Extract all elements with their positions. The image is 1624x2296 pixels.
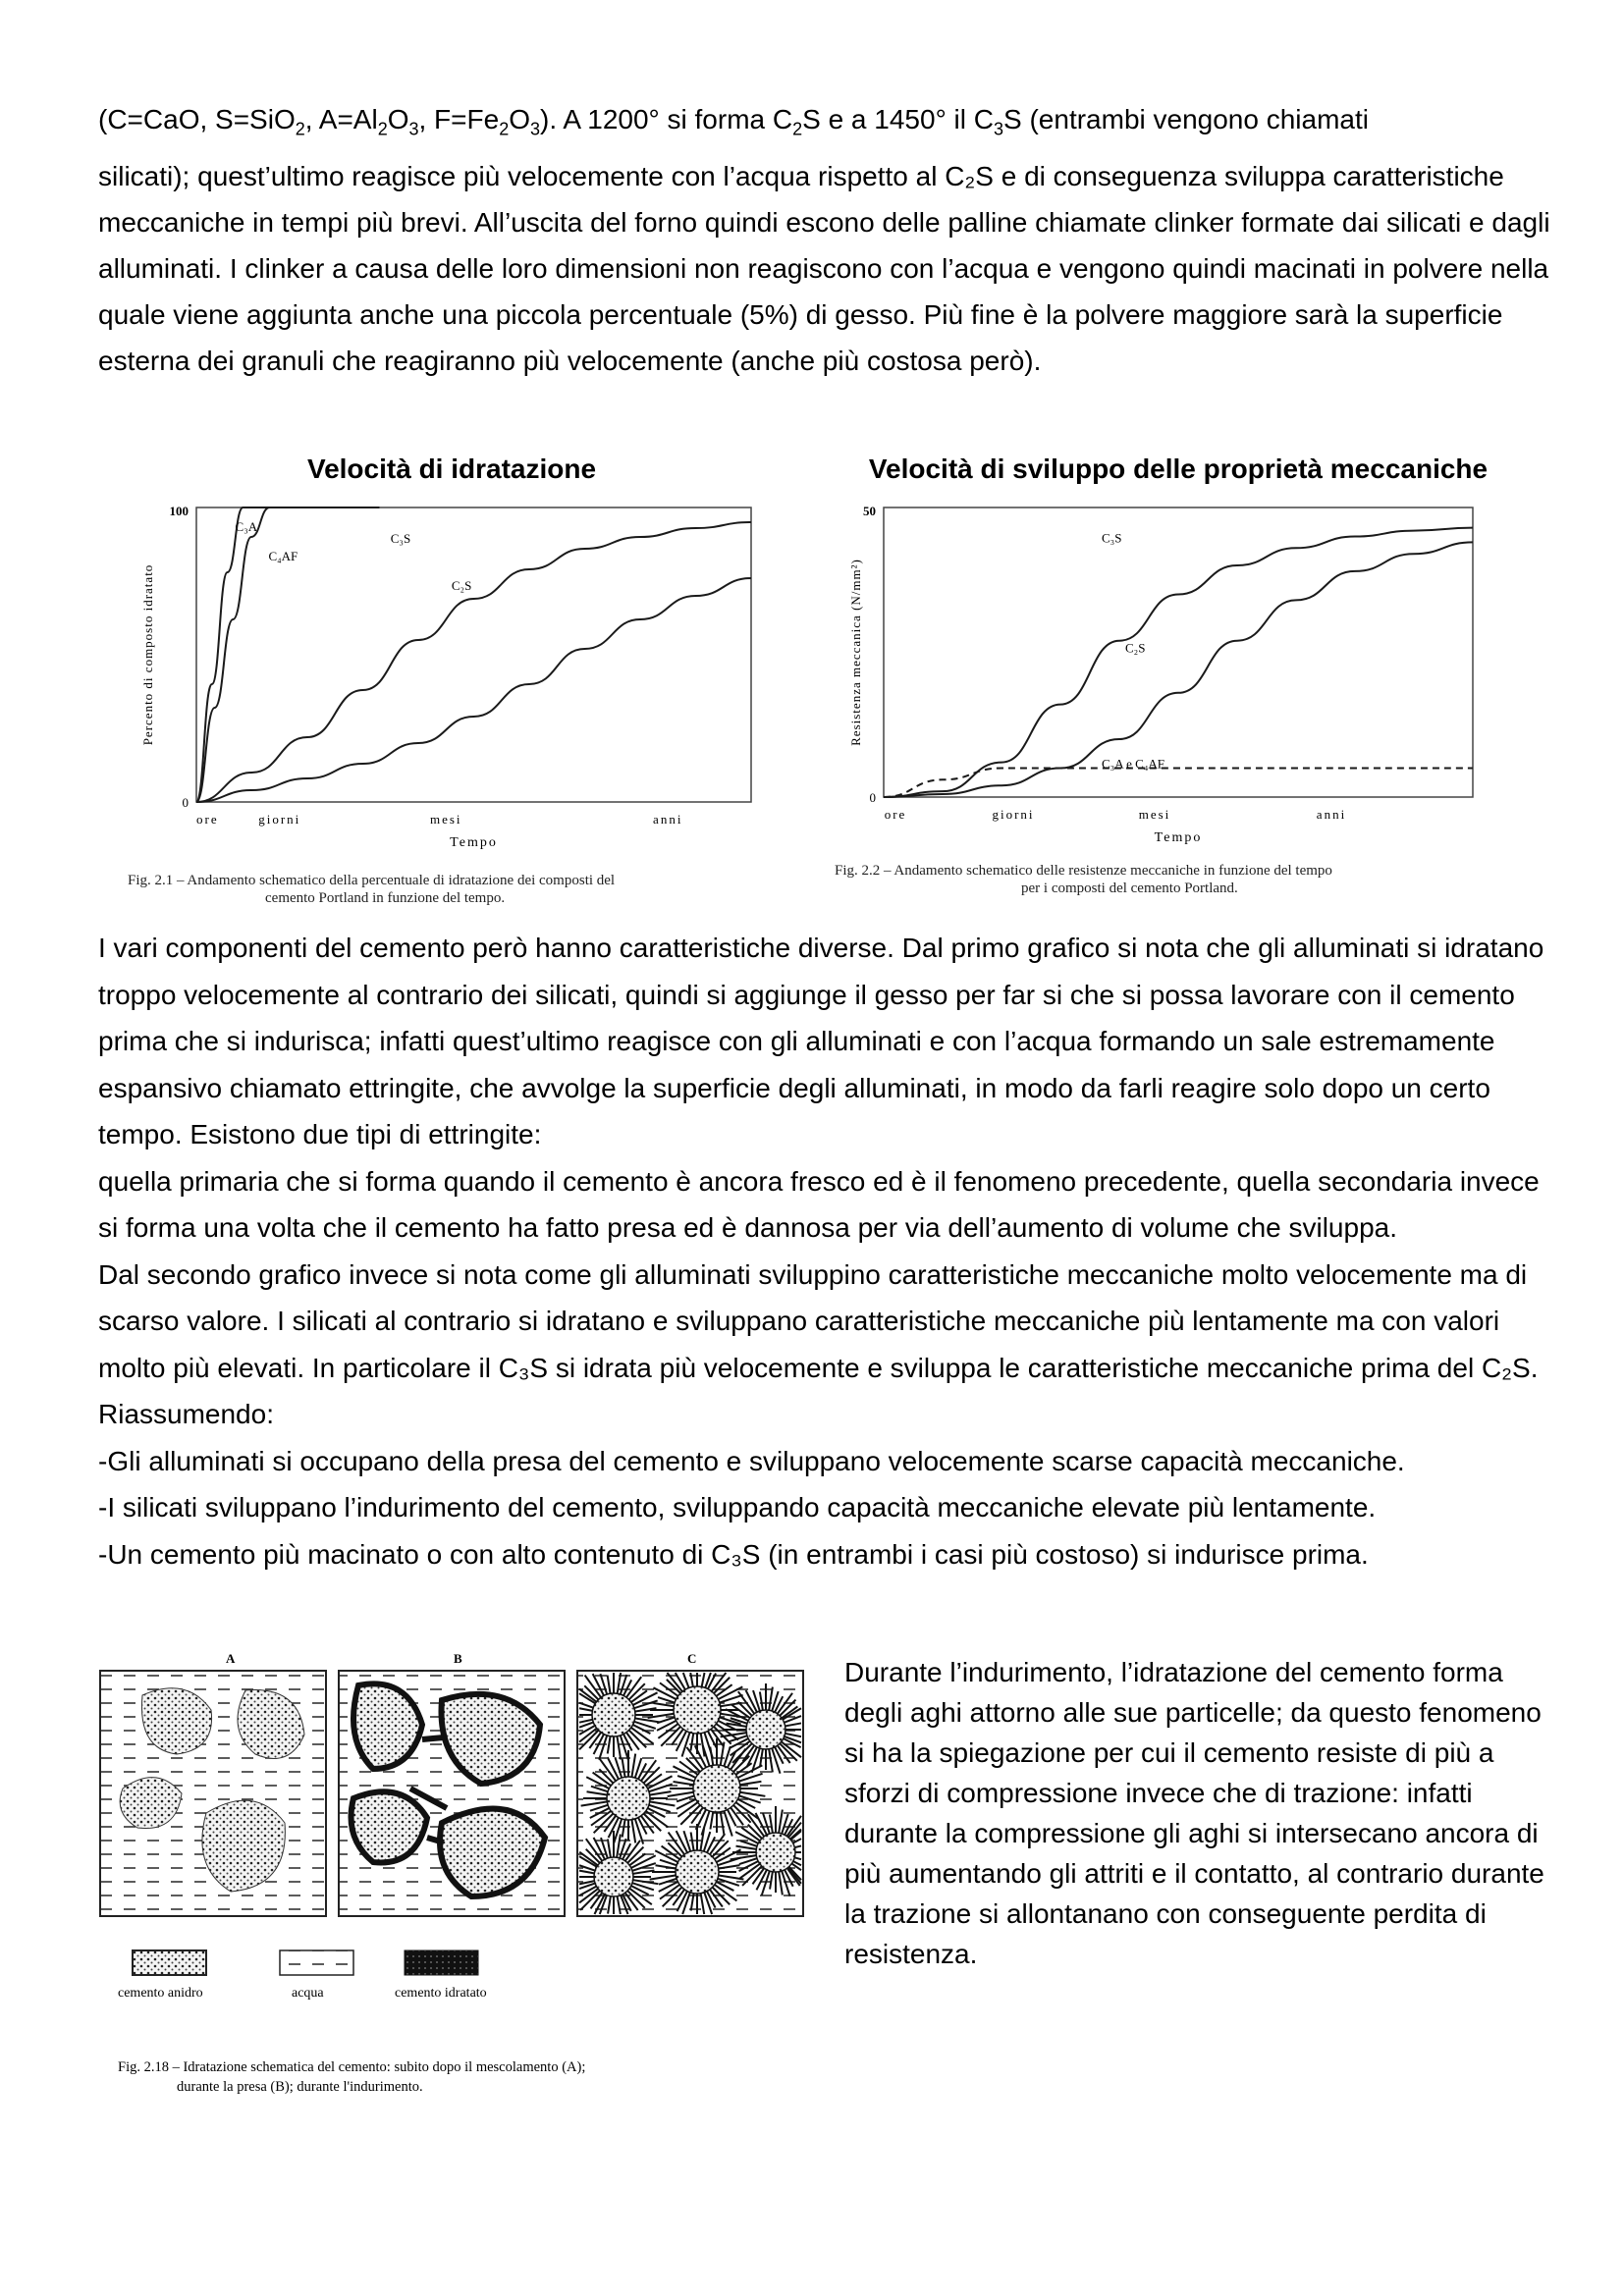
panel-c (577, 1671, 803, 1916)
chart1-caption-l2: cemento Portland in funzione del tempo. (265, 890, 506, 906)
bullet-2: -I silicati sviluppano l’indurimento del cemento, sviluppando capacità meccaniche elevate più lentamente. (98, 1492, 1377, 1522)
body-paragraph-2: quella primaria che si forma quando il cemento è ancora fresco ed è il fenomeno precedente, quella secondaria invece si forma una volta che il cemento ha fatto presa ed è dannosa per via dell’aumento di volume che sviluppa. (98, 1165, 1540, 1243)
series-line-1 (884, 542, 1473, 797)
legend-hydrated: cemento idratato (395, 1986, 487, 2001)
y-tick-max: 100 (169, 504, 189, 518)
bullet-3: -Un cemento più macinato o con alto contenuto di C₃S (in entrambi i casi più costoso) si indurisce prima. (98, 1538, 1369, 1570)
intro-line-1: (C=CaO, S=SiO$_2$, $A=Al_2O_3$, $F=Fe_2O_3$). A 1200° si forma $C_2S$ e a 1450° il $C_3S$ (entrambi vengono chiamati (98, 104, 1369, 139)
chart2-figure (848, 496, 1502, 859)
chart1-figure (128, 496, 776, 869)
x-tick-anni: anni (1316, 807, 1347, 822)
bullet-1: -Gli alluminati si occupano della presa del cemento e sviluppano velocemente scarse capacità meccaniche. (98, 1445, 1405, 1476)
chart1-caption-l1: Fig. 2.1 – Andamento schematico della percentuale di idratazione dei composti del (128, 873, 616, 888)
chart2-title: Velocità di sviluppo delle proprietà meccaniche (868, 454, 1489, 484)
series-label-1: C₂S (1125, 640, 1146, 656)
y-tick-min: 0 (869, 790, 876, 805)
y-tick-max: 50 (863, 504, 876, 518)
series-label-0: C₃A (235, 519, 258, 534)
chart1-title: Velocità di idratazione (306, 454, 597, 484)
body-text (98, 925, 1561, 1577)
series-label-2: C₃A e C₄AF (1102, 756, 1164, 772)
series-line-3 (196, 578, 751, 802)
x-tick-mesi: mesi (1138, 807, 1171, 822)
series-line-2 (884, 769, 1473, 798)
series-label-3: C₂S (451, 578, 472, 593)
x-axis-label: Tempo (450, 835, 498, 850)
chart2-caption-l1: Fig. 2.2 – Andamento schematico delle resistenze meccaniche in funzione del tempo (835, 863, 1332, 879)
y-axis-label: Resistenza meccanica (N/mm²) (848, 559, 863, 746)
panel-a-label: A (226, 1651, 236, 1666)
intro-paragraph (98, 96, 1551, 384)
plot-frame (884, 507, 1473, 797)
chart1-caption (128, 872, 795, 907)
x-tick-giorni: giorni (992, 807, 1035, 822)
figure3-caption-l2: durante la presa (B); durante l'indurimento. (177, 2079, 423, 2095)
x-axis-label: Tempo (1154, 830, 1203, 845)
y-tick-min: 0 (182, 795, 189, 810)
x-tick-giorni: giorni (258, 812, 301, 827)
body-paragraph-3: Dal secondo grafico invece si nota come gli alluminati sviluppino caratteristiche meccaniche molto velocemente ma di scarso valore. I silicati al contrario si idratano e sviluppano caratteristiche meccaniche più lentamente ma con valori molto più elevati. In particolare il C₃S si idrata più velocemente e sviluppa le caratteristiche meccaniche prima del C₂S. Riassumendo: (98, 1258, 1539, 1429)
panel-b (339, 1671, 565, 1916)
x-tick-anni: anni (653, 812, 683, 827)
legend-water: acqua (292, 1986, 324, 2001)
figure3-caption-l1: Fig. 2.18 – Idratazione schematica del cemento: subito dopo il mescolamento (A); (118, 2059, 586, 2075)
x-tick-mesi: mesi (429, 812, 462, 827)
intro-rest: silicati); quest’ultimo reagisce più velocemente con l’acqua rispetto al C₂S e di conseguenza sviluppa caratteristiche meccaniche in tempi più brevi. All’uscita del forno quindi escono delle palline chiamate clinker formate dai silicati e dagli alluminati. I clinker a causa delle loro dimensioni non reagiscono con l’acqua e vengono quindi macinati in polvere nella quale viene aggiunta anche una piccola percentuale (5%) di gesso. Più fine è la polvere maggiore sarà la superficie esterna dei granuli che reagiranno più velocemente (anche più costosa però). (98, 160, 1550, 376)
series-line-2 (196, 522, 751, 802)
panel-a (100, 1671, 326, 1916)
figure-legend (118, 1950, 487, 2001)
series-label-1: C₄AF (268, 549, 298, 563)
chart2-caption-l2: per i composti del cemento Portland. (1021, 881, 1238, 896)
series-label-2: C₃S (390, 531, 411, 546)
chart2-caption (835, 862, 1522, 897)
hydration-figure (98, 1641, 815, 2122)
panel-b-label: B (454, 1651, 462, 1666)
panel-c-label: C (687, 1651, 697, 1666)
body-paragraph-1: I vari componenti del cemento però hanno caratteristiche diverse. Dal primo grafico si nota che gli alluminati si idratano troppo velocemente al contrario dei silicati, quindi si aggiunge il gesso per far si che si possa lavorare con il cemento prima che si indurisca; infatti quest’ultimo reagisce con gli alluminati e con l’acqua formando un sale estremamente espansivo chiamato ettringite, che avvolge la superficie degli alluminati, in modo da farli reagire solo dopo un certo tempo. Esistono due tipi di ettringite: (98, 933, 1544, 1149)
x-tick-ore: ore (195, 812, 219, 827)
legend-anhydrous: cemento anidro (118, 1986, 203, 2001)
x-tick-ore: ore (884, 807, 907, 822)
side-text: Durante l’indurimento, l’idratazione del cemento forma degli aghi attorno alle sue particelle; da questo fenomeno si ha la spiegazione per cui il cemento resiste di più a sforzi di compressione invece che di trazione: infatti durante la compressione gli aghi si intersecano ancora di più aumentando gli attriti e il contatto, al contrario durante la trazione si allontanano con conseguente perdita di resistenza. (844, 1657, 1544, 1969)
series-line-0 (884, 528, 1473, 797)
y-axis-label: Percento di composto idratato (140, 563, 155, 746)
series-label-0: C₃S (1102, 530, 1122, 546)
